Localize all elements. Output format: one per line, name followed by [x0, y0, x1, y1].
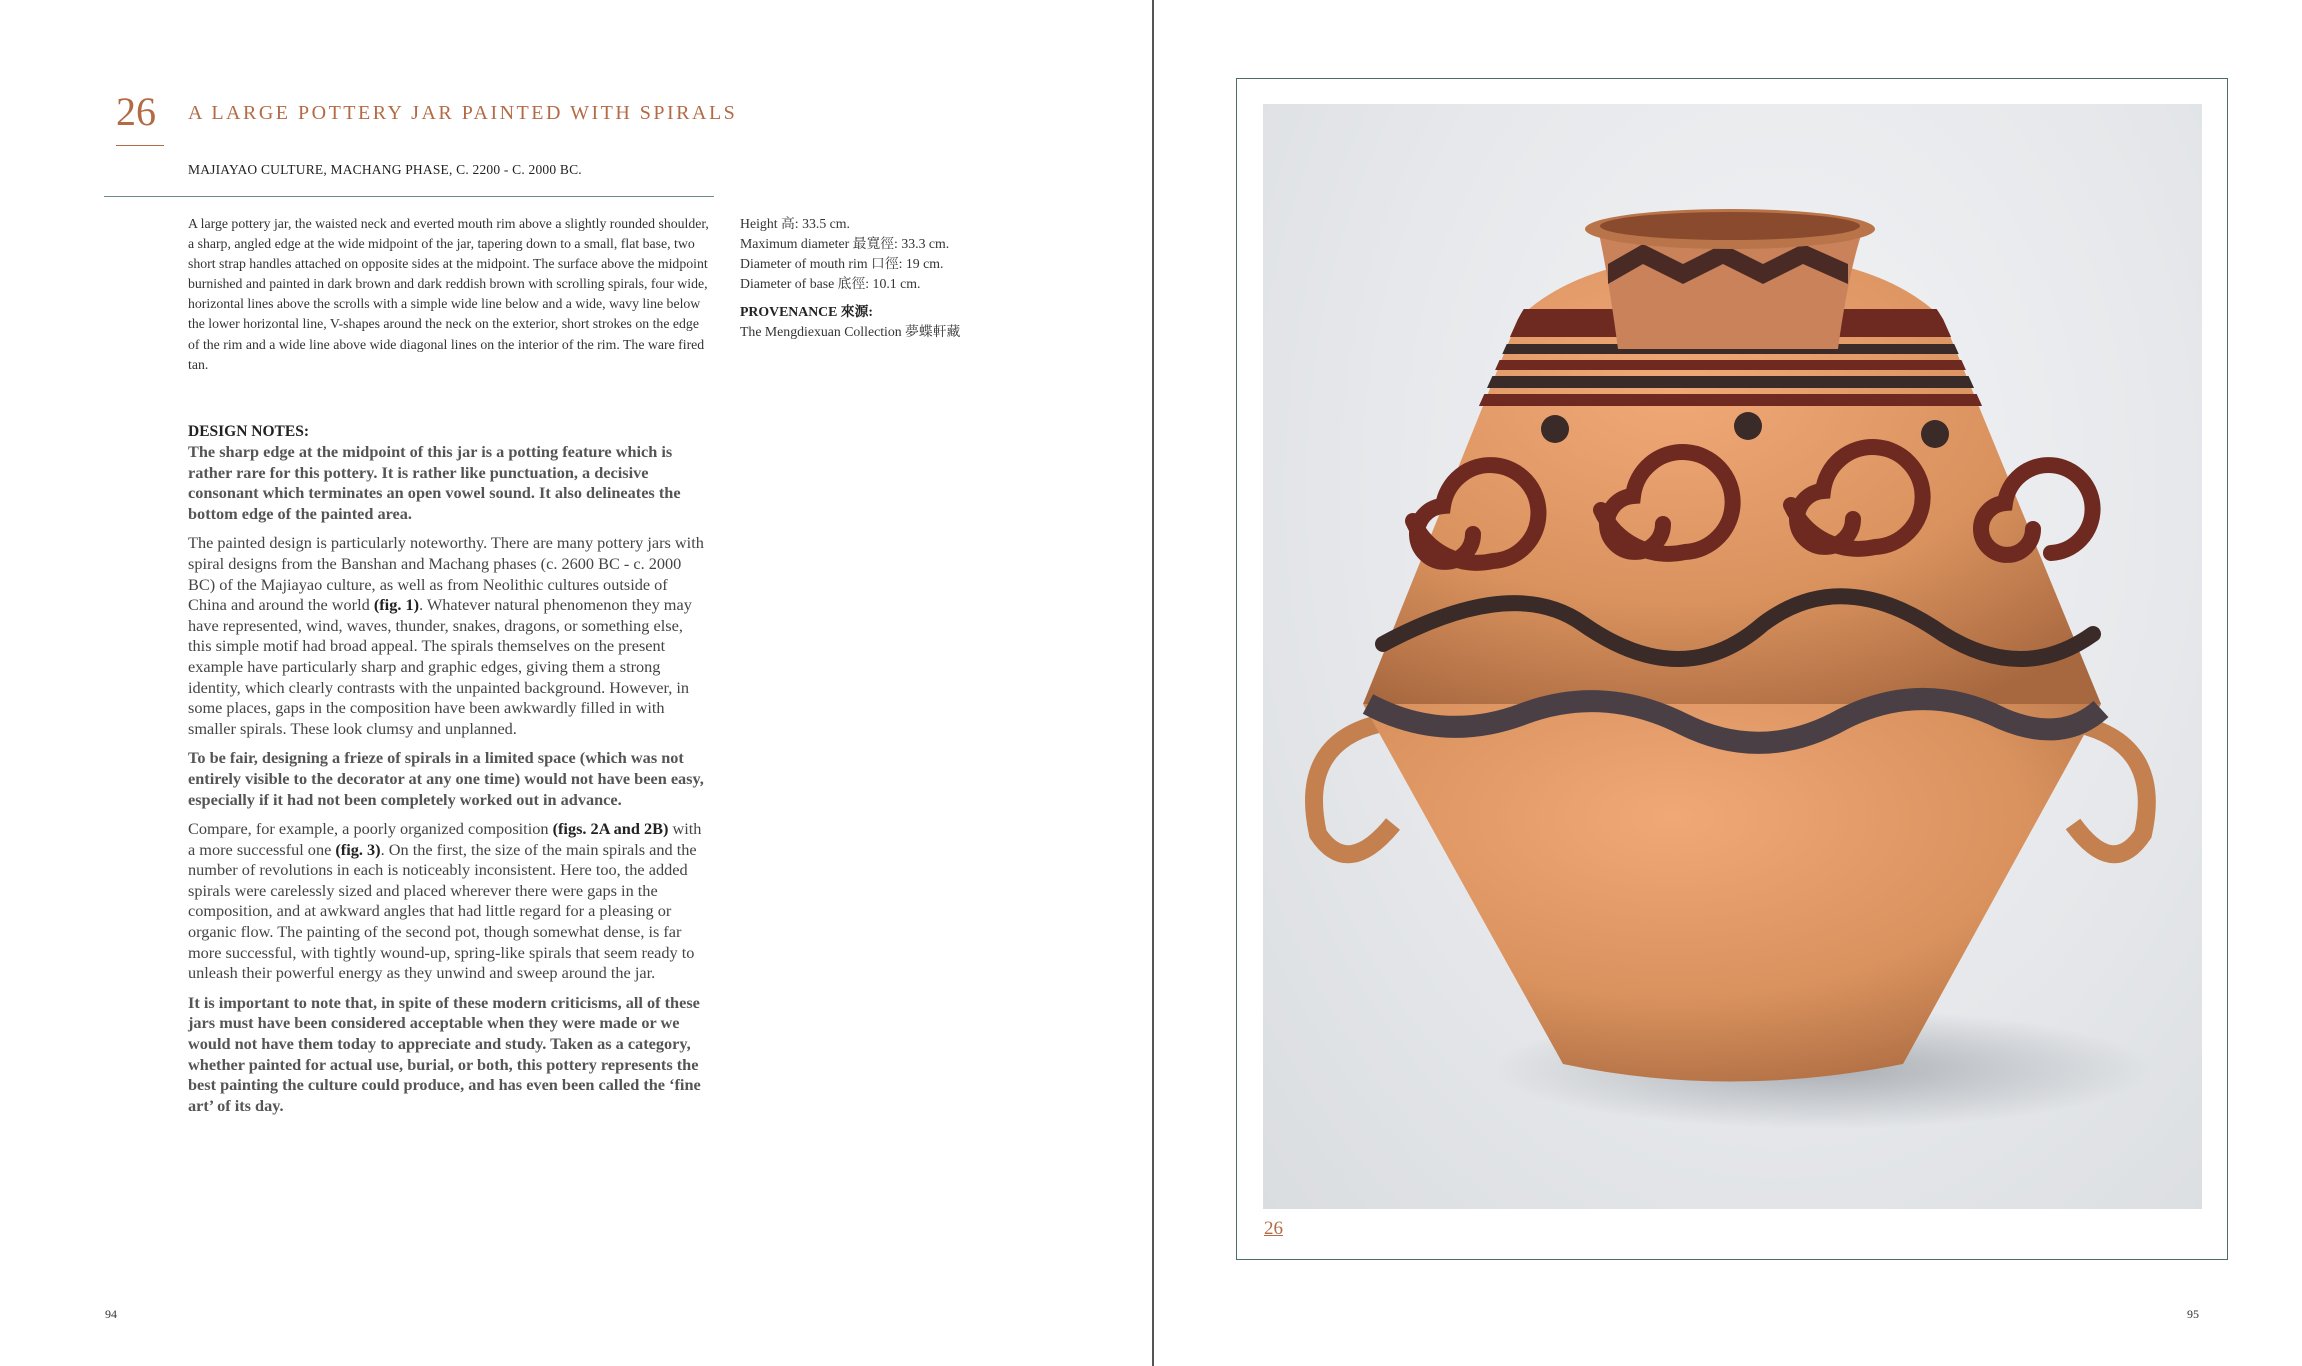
page-number-right: 95: [2187, 1307, 2199, 1321]
paragraph-4-text-a: Compare, for example, a poorly organized composition: [188, 819, 553, 839]
fig-3-reference: (fig. 3): [335, 839, 381, 859]
design-notes-label: DESIGN NOTES:: [188, 423, 310, 440]
paragraph-4-text-c: . On the first, the size of the main spirals and the number of revolutions in each is noticeably inconsistent. Here too, the added spirals were carelessly sized and placed wherever there were gaps in the composition, and at awkward angles that had little regard for a pleasing or organic flow. The painting of the second pot, though somewhat dense, is far more successful, with tightly wound-up, spring-like spirals that seem ready to unleash their powerful energy as they unwind and sweep around the jar.: [188, 839, 697, 983]
provenance-label: PROVENANCE 來源:: [740, 304, 873, 320]
entry-number: 26: [116, 89, 156, 134]
provenance-value: The Mengdiexuan Collection 夢蝶軒藏: [740, 324, 961, 340]
fig-2-reference: (figs. 2A and 2B): [552, 819, 669, 839]
dimensions-block: [740, 214, 1040, 343]
paragraph-4-text-b: with a more successful one: [188, 819, 702, 859]
plate-caption[interactable]: 26: [1264, 1218, 1283, 1239]
design-notes-paragraph-3: To be fair, designing a frieze of spirals in a limited space (which was not entirely visible to the decorator at any one time) would not have been easy, especially if it had not been completely worked out in advance.: [188, 748, 704, 809]
pottery-jar-illustration: [1263, 104, 2202, 1209]
design-notes: [188, 422, 710, 1125]
design-notes-paragraph-4: [188, 819, 710, 984]
jar-photograph: [1263, 104, 2202, 1209]
book-spine: [1152, 0, 1154, 1366]
dimension-mouth-rim: Diameter of mouth rim 口徑: 19 cm.: [740, 256, 944, 272]
dimension-base: Diameter of base 底徑: 10.1 cm.: [740, 276, 921, 292]
design-notes-paragraph-1: The sharp edge at the midpoint of this jar is a potting feature which is rather rare for this pottery. It is rather like punctuation, a decisive consonant which terminates an open vowel sound. It also delineates the bottom edge of the painted area.: [188, 442, 681, 523]
paragraph-2-text-b: . Whatever natural phenomenon they may have represented, wind, waves, thunder, snakes, dragons, or something else, this simple motif had broad appeal. The spirals themselves on the present example have particularly sharp and graphic edges, giving them a strong identity, which clearly contrasts with the unpainted background. However, in some places, gaps in the composition have been awkwardly filled in with smaller spirals. These look clumsy and unplanned.: [188, 595, 692, 738]
paragraph-2-text-a: The painted design is particularly noteworthy. There are many pottery jars with spiral designs from the Banshan and Machang phases (c. 2600 BC - c. 2000 BC) of the Majiayao culture, as well as from Neolithic cultures outside of China and around the world: [188, 533, 704, 615]
page-number-left: 94: [105, 1307, 117, 1321]
design-notes-paragraph-5: It is important to note that, in spite of these modern criticisms, all of these jars must have been considered acceptable when they were made or we would not have them today to appreciate and study. Taken as a category, whether painted for actual use, burial, or both, this pottery represents the best painting the culture could produce, and has even been called the ‘fine art’ of its day.: [188, 992, 701, 1115]
object-description: A large pottery jar, the waisted neck and everted mouth rim above a slightly rounded shoulder, a sharp, angled edge at the wide midpoint of the jar, tapering down to a small, flat base, two short strap handles attached on opposite sides at the midpoint. The surface above the midpoint burnished and painted in dark brown and dark reddish brown with scrolling spirals, four wide, horizontal lines above the scrolls with a simple wide line below and a wide, wavy line below the lower horizontal line, V-shapes around the neck on the exterior, short strokes on the edge of the rim and a wide line above wide diagonal lines on the interior of the rim. The ware fired tan.: [188, 216, 709, 372]
dimension-max-diameter: Maximum diameter 最寬徑: 33.3 cm.: [740, 236, 950, 252]
entry-title: A LARGE POTTERY JAR PAINTED WITH SPIRALS: [188, 102, 738, 124]
header-divider: [104, 196, 714, 197]
design-notes-paragraph-2: [188, 533, 710, 739]
fig-1-reference: (fig. 1): [373, 595, 420, 615]
dimension-height: Height 高: 33.5 cm.: [740, 216, 850, 231]
entry-subtitle: MAJIAYAO CULTURE, MACHANG PHASE, C. 2200 - C. 2000 BC.: [188, 162, 582, 177]
entry-number-underline: [116, 145, 164, 146]
